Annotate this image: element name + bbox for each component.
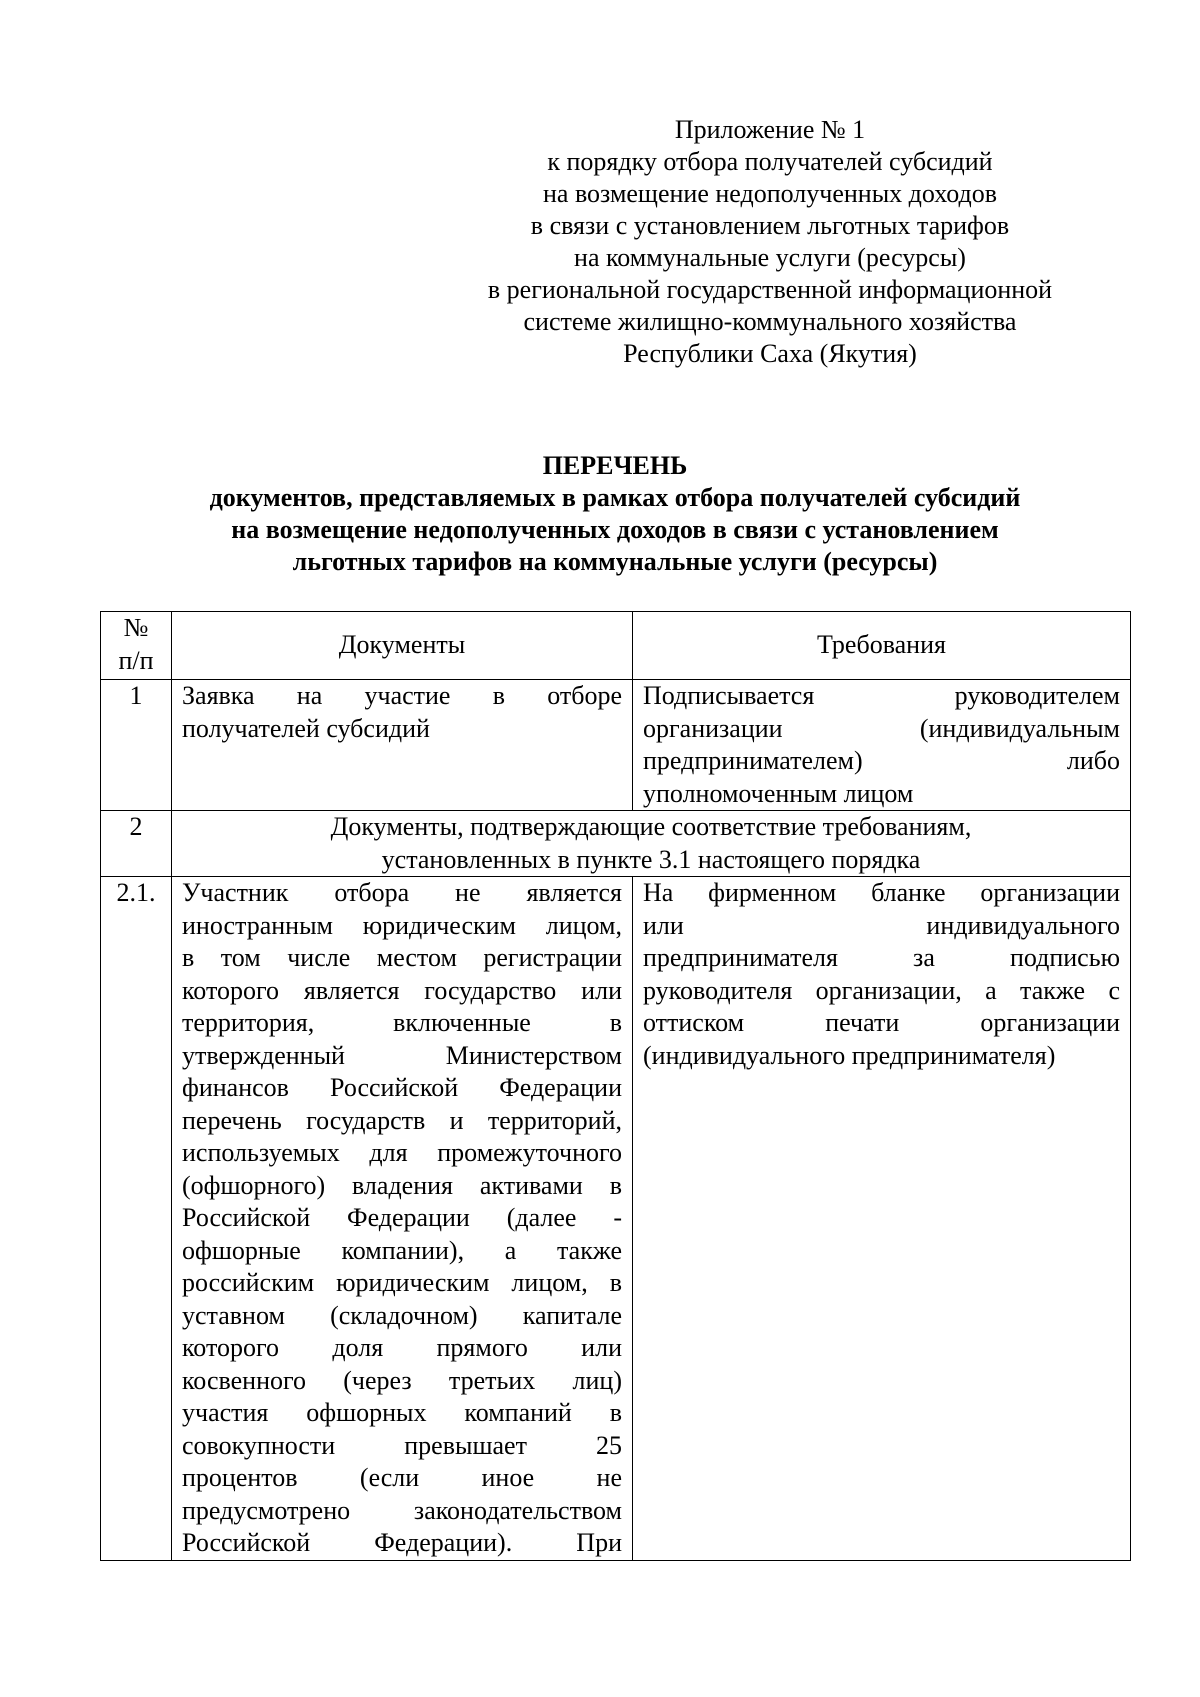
table-row	[101, 877, 1131, 1561]
document-title	[100, 450, 1130, 578]
text-line: перечень государств и территорий,	[182, 1105, 622, 1135]
title-heading: ПЕРЕЧЕНЬ	[542, 451, 688, 480]
text-line: Российской Федерации (далее -	[182, 1203, 622, 1232]
table-row	[101, 811, 1131, 877]
title-line: документов, представляемых в рамках отбора получателей субсидий	[209, 483, 1021, 512]
row-document	[172, 877, 633, 1561]
text-line: На фирменном бланке организации	[643, 878, 1120, 907]
text-line: процентов (если иное не	[182, 1463, 622, 1492]
text-line: оттиском печати организации	[643, 1008, 1120, 1037]
appendix-line: на коммунальные услуги (ресурсы)	[574, 243, 966, 272]
text-line: Участник отбора не является	[182, 878, 622, 907]
text-line: которого доля прямого или	[182, 1333, 622, 1362]
appendix-header	[480, 114, 1060, 370]
text-line: в том числе местом регистрации	[182, 943, 622, 972]
appendix-line: к порядку отбора получателей субсидий	[547, 147, 993, 176]
text-line: предпринимателя за подписью	[643, 943, 1120, 972]
title-line: на возмещение недополученных доходов в связи с установлением	[231, 515, 999, 544]
text-line: предусмотрено законодательством	[182, 1495, 622, 1525]
row-number: 2	[101, 811, 172, 877]
row-requirement: Подписывается руководителем организации (индивидуальным предпринимателем) либо уполномоченным лицом	[633, 680, 1131, 811]
title-line: льготных тарифов на коммунальные услуги (ресурсы)	[292, 547, 938, 576]
text-line: которого является государство или	[182, 975, 622, 1005]
text-line: офшорные компании), а также	[182, 1235, 622, 1265]
text-line: косвенного (через третьих лиц)	[182, 1365, 622, 1395]
text-line: руководителя организации, а также с	[643, 975, 1120, 1005]
row-number: 2.1.	[101, 877, 172, 1561]
text-line: (офшорного) владения активами в	[182, 1170, 622, 1200]
text-line: российским юридическим лицом, в	[182, 1268, 622, 1297]
text-line: совокупности превышает 25	[182, 1430, 622, 1460]
text-line: утвержденный Министерством	[182, 1040, 622, 1070]
table-header-row	[101, 612, 1131, 680]
row-requirement	[633, 877, 1131, 1561]
table-row	[101, 680, 1131, 811]
text-line: территория, включенные в	[182, 1008, 622, 1037]
section-heading-line: установленных в пункте 3.1 настоящего порядка	[381, 844, 921, 874]
section-heading-line: Документы, подтверждающие соответствие требованиям,	[330, 812, 972, 841]
text-line: уставном (складочном) капитале	[182, 1300, 622, 1330]
row-number: 1	[101, 680, 172, 811]
appendix-line: Республики Саха (Якутия)	[623, 339, 917, 368]
header-documents: Документы	[172, 612, 633, 680]
text-line: используемых для промежуточного	[182, 1138, 622, 1167]
text-line: участия офшорных компаний в	[182, 1398, 622, 1427]
header-num-symbol: №	[123, 613, 149, 642]
appendix-line: системе жилищно-коммунального хозяйства	[523, 307, 1017, 336]
text-line: иностранным юридическим лицом,	[182, 910, 622, 940]
documents-table	[100, 611, 1131, 1561]
header-requirements: Требования	[633, 612, 1131, 680]
appendix-line: Приложение № 1	[674, 115, 866, 144]
appendix-line: на возмещение недополученных доходов	[542, 179, 998, 208]
text-line: Российской Федерации). При	[182, 1528, 622, 1557]
text-line: (индивидуального предпринимателя)	[643, 1040, 1056, 1070]
appendix-line: в региональной государственной информационной	[487, 275, 1053, 304]
text-line: финансов Российской Федерации	[182, 1073, 622, 1102]
row-document: Заявка на участие в отборе получателей субсидий	[172, 680, 633, 811]
header-num	[101, 612, 172, 680]
header-num-abbr: п/п	[118, 645, 154, 675]
row-section-heading	[172, 811, 1131, 877]
text-line: или индивидуального	[643, 910, 1120, 940]
appendix-line: в связи с установлением льготных тарифов	[530, 211, 1010, 240]
